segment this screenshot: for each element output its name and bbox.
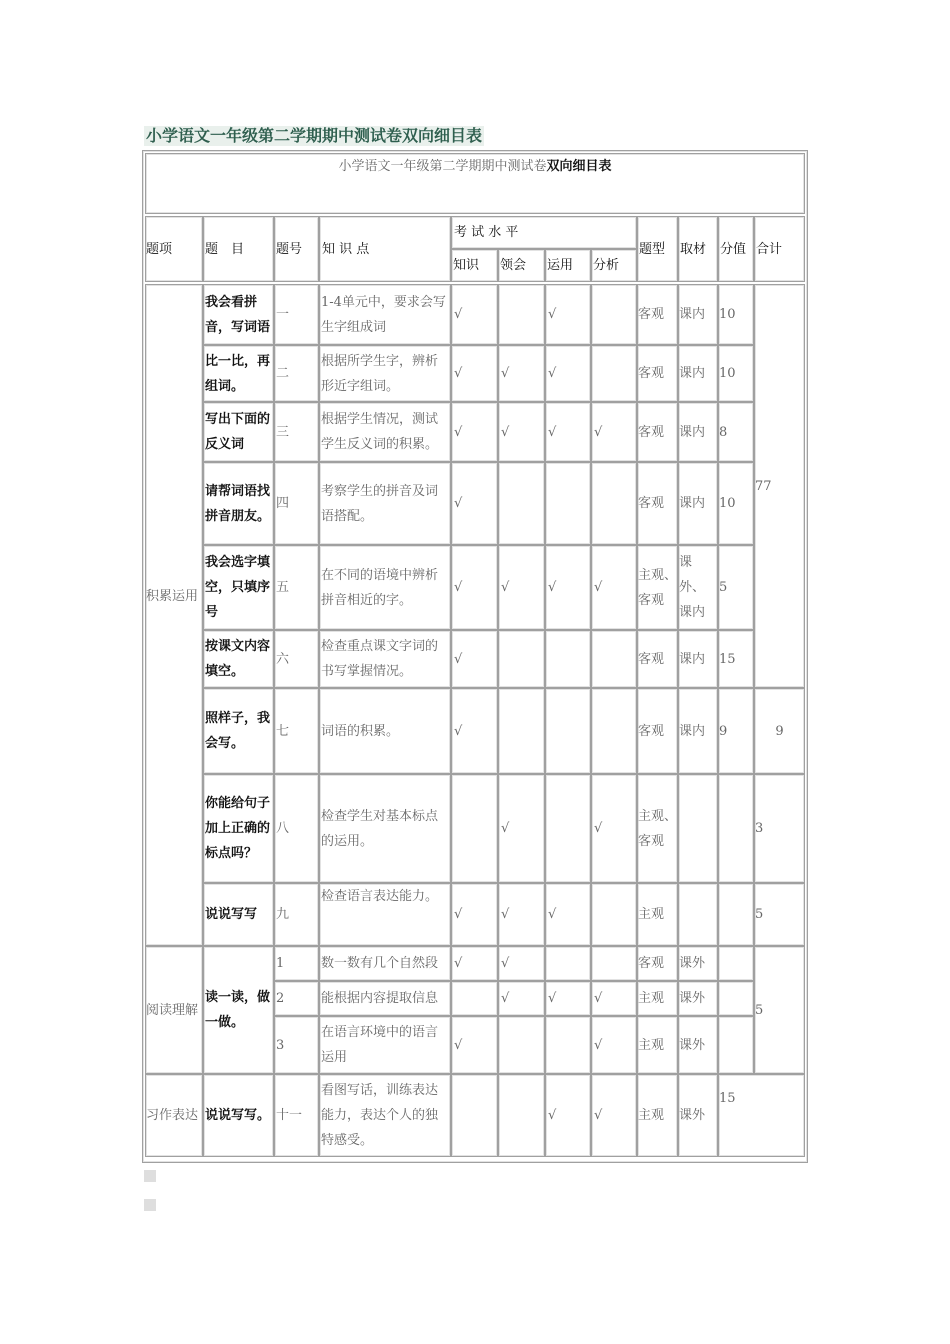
level-mark <box>548 630 588 688</box>
row-score: 10 <box>719 307 736 322</box>
level-mark: √ <box>501 580 510 595</box>
level-mark <box>594 345 634 402</box>
row-knowledge: 能根据内容提取信息 <box>321 991 439 1006</box>
level-mark: √ <box>548 580 557 595</box>
row-qtype: 客观 <box>638 366 665 381</box>
hdr-source: 取材 <box>680 241 707 257</box>
hdr-level-2: 运用 <box>547 258 574 273</box>
level-mark <box>594 284 634 345</box>
topic-reading: 读一读，做一做。 <box>205 990 271 1030</box>
section-writing: 习作表达 <box>146 1108 199 1123</box>
level-mark <box>501 1016 542 1074</box>
level-mark: √ <box>548 907 557 922</box>
row-knowledge: 考察学生的拼音及词语搭配。 <box>321 483 439 524</box>
hdr-topic: 题 目 <box>205 241 245 257</box>
level-mark: √ <box>594 991 603 1006</box>
total-value: 77 <box>755 479 772 494</box>
placeholder-square-1 <box>144 1170 156 1182</box>
level-mark: √ <box>548 366 557 381</box>
row-knowledge: 词语的积累。 <box>321 723 400 739</box>
row-knowledge: 1-4单元中，要求会写生字组成词 <box>321 294 446 335</box>
row-knowledge: 检查学生对基本标点的运用。 <box>321 808 439 849</box>
caption-bold: 双向细目表 <box>546 159 612 174</box>
row-number: 十一 <box>276 1108 303 1123</box>
row-number: 二 <box>276 366 290 381</box>
row-source: 课内 <box>679 496 706 511</box>
row-score: 10 <box>719 496 736 511</box>
row-qtype: 主观、客观 <box>638 808 678 849</box>
level-mark: √ <box>594 580 603 595</box>
total-value: 9 <box>775 723 784 739</box>
row-qtype: 主观 <box>638 1037 665 1053</box>
row-score: 8 <box>719 424 728 440</box>
row-topic: 请帮词语找拼音朋友。 <box>205 483 271 524</box>
level-mark <box>594 630 634 688</box>
level-mark: √ <box>454 723 463 739</box>
row-source: 课内 <box>679 307 706 322</box>
total-value: 5 <box>755 907 764 922</box>
level-mark <box>501 688 542 774</box>
row-score <box>719 981 753 1016</box>
level-mark: √ <box>548 307 557 322</box>
level-mark <box>548 1016 588 1074</box>
level-mark <box>548 688 588 774</box>
row-knowledge: 根据学生情况，测试学生反义词的积累。 <box>321 412 439 452</box>
row-qtype: 客观 <box>638 307 665 322</box>
row-number: 七 <box>276 723 290 739</box>
row-qtype: 主观 <box>638 1108 665 1123</box>
hdr-level-1: 领会 <box>500 258 527 273</box>
row-knowledge: 数一数有几个自然段 <box>321 956 439 971</box>
row-topic: 我会看拼音，写词语 <box>205 294 271 335</box>
row-source: 课内 <box>679 651 706 667</box>
level-mark <box>594 946 634 981</box>
level-mark <box>501 462 542 545</box>
level-mark <box>454 1074 495 1157</box>
row-number: 3 <box>276 1037 285 1053</box>
row-source: 课内 <box>679 366 706 381</box>
row-topic: 你能给句子加上正确的标点吗？ <box>205 796 271 861</box>
level-mark: √ <box>454 496 463 511</box>
placeholder-square-2 <box>144 1199 156 1211</box>
level-mark: √ <box>454 956 463 971</box>
row-source: 课内 <box>679 723 706 739</box>
level-mark: √ <box>454 424 463 440</box>
row-score <box>719 1016 753 1074</box>
caption-plain: 小学语文一年级第二学期期中测试卷 <box>338 159 547 174</box>
row-qtype: 主观 <box>638 991 665 1006</box>
row-source <box>679 883 717 946</box>
row-qtype: 客观 <box>638 723 665 739</box>
level-mark: √ <box>548 991 557 1006</box>
row-score <box>719 774 753 883</box>
level-mark: √ <box>594 1037 603 1053</box>
row-number: 一 <box>276 307 290 322</box>
row-qtype: 客观 <box>638 651 665 667</box>
row-score: 15 <box>719 1091 736 1106</box>
row-topic: 说说写写 <box>205 907 258 922</box>
hdr-number: 题号 <box>276 241 303 257</box>
level-mark: √ <box>501 424 510 440</box>
row-qtype: 客观 <box>638 424 665 440</box>
level-mark <box>501 284 542 345</box>
level-mark: √ <box>454 651 463 667</box>
row-number: 六 <box>276 651 290 667</box>
level-mark <box>548 774 588 883</box>
level-mark: √ <box>454 580 463 595</box>
level-mark: √ <box>454 1037 463 1053</box>
row-number: 三 <box>276 424 290 440</box>
level-mark: √ <box>548 424 557 440</box>
level-mark: √ <box>454 907 463 922</box>
level-mark: √ <box>594 424 603 440</box>
row-source: 课外 <box>679 991 706 1006</box>
hdr-total: 合计 <box>756 241 783 257</box>
row-qtype: 客观 <box>638 956 665 971</box>
row-knowledge: 检查语言表达能力。 <box>321 889 439 904</box>
row-score <box>719 883 753 946</box>
row-topic: 按课文内容填空。 <box>205 639 271 679</box>
hdr-qtype: 题型 <box>639 241 666 257</box>
hdr-item-type: 题项 <box>146 241 173 257</box>
hdr-knowledge: 知 识 点 <box>322 241 370 257</box>
row-qtype: 客观 <box>638 496 665 511</box>
row-knowledge: 根据所学生字，辨析形近字组词。 <box>321 353 439 394</box>
level-mark: √ <box>594 1108 603 1123</box>
section-accumulate: 积累运用 <box>146 589 199 604</box>
row-score <box>719 946 753 981</box>
row-number: 五 <box>276 580 290 595</box>
row-source: 课内 <box>679 424 706 440</box>
row-source <box>679 774 717 883</box>
row-qtype: 主观 <box>638 907 665 922</box>
level-mark: √ <box>501 821 510 836</box>
row-score: 15 <box>719 651 736 667</box>
hdr-level-0: 知识 <box>453 258 480 273</box>
level-mark: √ <box>501 956 510 971</box>
level-mark <box>594 462 634 545</box>
level-mark: √ <box>501 991 510 1006</box>
row-topic: 比一比，再组词。 <box>205 353 271 394</box>
table-caption <box>145 154 805 179</box>
row-topic: 说说写写。 <box>205 1108 271 1123</box>
level-mark <box>501 1074 542 1157</box>
row-knowledge: 在语言环境中的语言运用 <box>321 1025 439 1065</box>
level-mark: √ <box>594 821 603 836</box>
row-topic: 照样子，我会写。 <box>205 711 271 751</box>
level-mark: √ <box>501 366 510 381</box>
level-mark <box>548 946 588 981</box>
total-value: 5 <box>755 1002 764 1018</box>
level-mark <box>501 630 542 688</box>
hdr-level-3: 分析 <box>593 258 620 273</box>
document-title: 小学语文一年级第二学期期中测试卷双向细目表 <box>146 126 483 145</box>
row-topic: 写出下面的反义词 <box>205 412 271 452</box>
total-value: 3 <box>755 821 764 836</box>
row-knowledge: 看图写话，训练表达能力，表达个人的独特感受。 <box>321 1083 439 1148</box>
row-source: 课外 <box>679 956 706 971</box>
row-number: 1 <box>276 956 285 971</box>
level-mark: √ <box>454 307 463 322</box>
row-score: 10 <box>719 366 736 381</box>
row-number: 四 <box>276 496 290 511</box>
row-qtype: 主观、客观 <box>638 567 678 608</box>
hdr-level: 考 试 水 平 <box>454 225 519 240</box>
level-mark: √ <box>501 907 510 922</box>
row-number: 2 <box>276 991 285 1006</box>
level-mark <box>454 774 495 883</box>
level-mark <box>594 883 634 946</box>
row-number: 九 <box>276 907 290 922</box>
level-mark <box>548 462 588 545</box>
level-mark: √ <box>548 1108 557 1123</box>
hdr-score: 分值 <box>720 241 747 257</box>
section-cell-accumulate <box>145 284 203 946</box>
row-knowledge: 检查重点课文字词的书写掌握情况。 <box>321 639 439 679</box>
row-knowledge: 在不同的语境中辨析拼音相近的字。 <box>321 567 439 608</box>
section-reading: 阅读理解 <box>146 1002 199 1018</box>
row-source: 课外、课内 <box>679 555 706 620</box>
row-score: 5 <box>719 580 728 595</box>
level-mark <box>454 981 495 1016</box>
row-source: 课外 <box>679 1108 706 1123</box>
row-number: 八 <box>276 821 290 836</box>
row-topic: 我会选字填空，只填序号 <box>205 555 271 620</box>
row-source: 课外 <box>679 1037 706 1053</box>
row-score: 9 <box>719 723 728 739</box>
level-mark <box>594 688 634 774</box>
level-mark: √ <box>454 366 463 381</box>
